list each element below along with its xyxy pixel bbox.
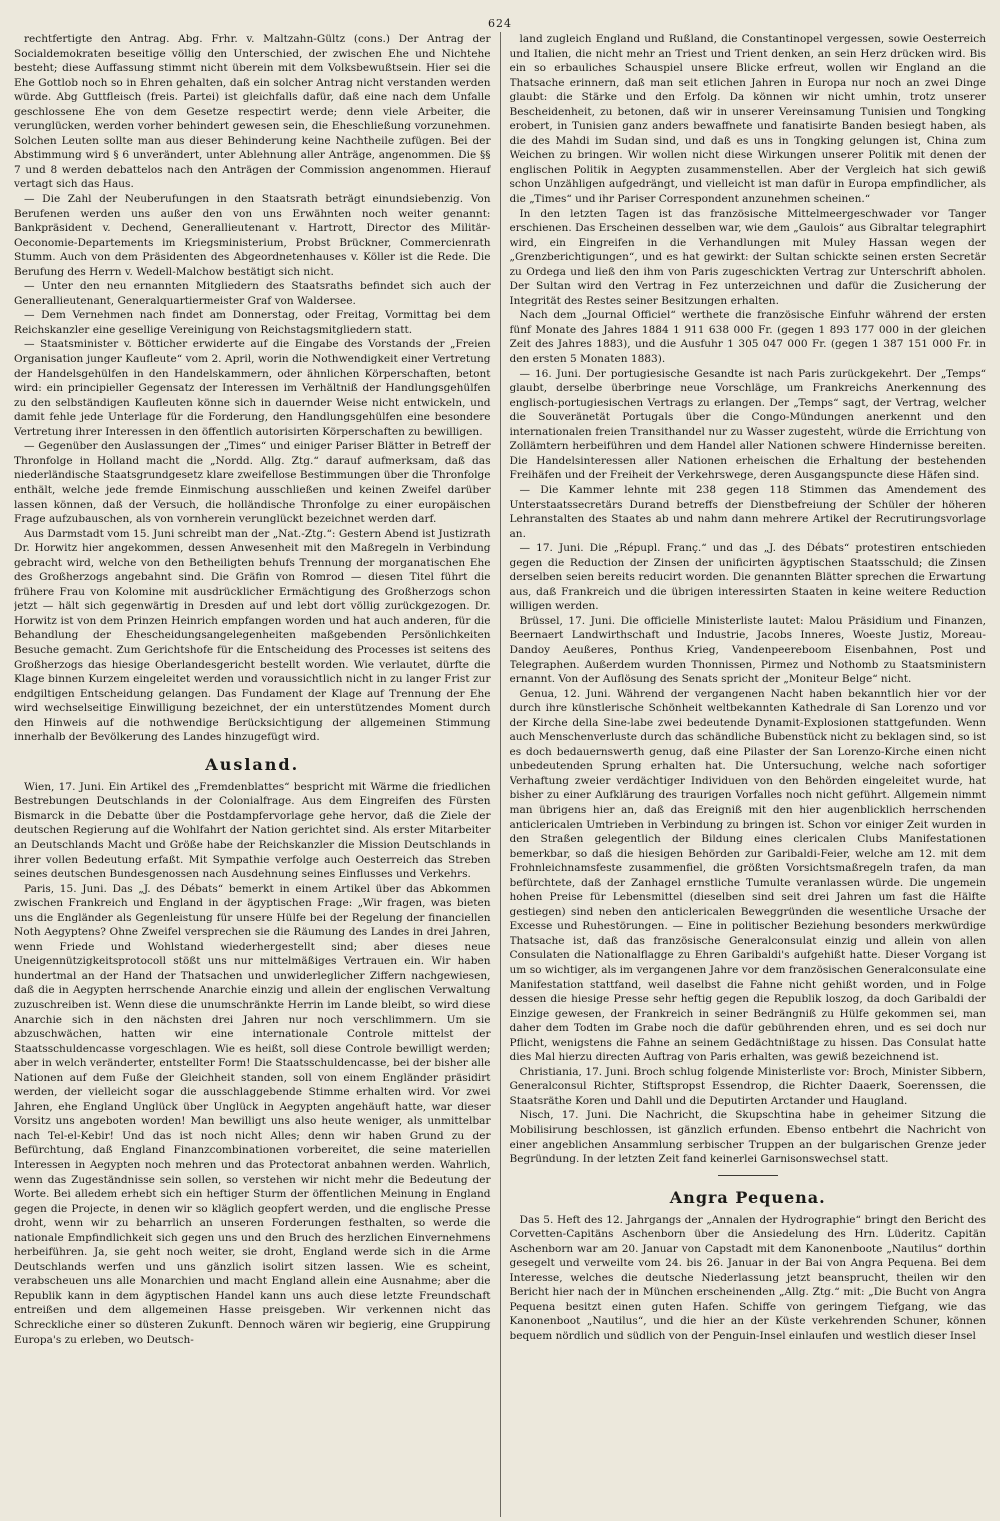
right-column-bottom-articles bbox=[510, 1213, 987, 1344]
columns bbox=[14, 32, 986, 1517]
article-paragraph: rechtfertigte den Antrag. Abg. Frhr. v. Maltzahn-Gültz (cons.) Der Antrag der Socialdemokraten beseitige völlig den Unterschied, der zwischen Ehe und Nichtehe besteht; diese Auffassung stimmt nicht überein mit dem Volksbewußtsein. Hier sei die Ehe Gottlob noch so in Ehren gehalten, daß ein solcher Antrag nicht verstanden werden würde. Abg Guttfleisch (freis. Partei) ist gleichfalls dafür, daß eine nach dem Unfalle geschlossene Ehe von dem Gesetze respectirt werde; denn viele Arbeiter, die verunglücken, werden vorher behindert gewesen sein, die Eheschließung vorzunehmen. Solchen Leuten sollte man aus dieser Behinderung keine Nachtheile zufügen. Bei der Abstimmung wird § 6 unverändert, unter Ablehnung aller Anträge, angenommen. Die §§ 7 und 8 werden debattelos nach den Anträgen der Commission angenommen. Hierauf vertagt sich das Haus. bbox=[14, 33, 491, 191]
article-paragraph: Brüssel, 17. Juni. Die officielle Ministerliste lautet: Malou Präsidium und Finanzen, Beernaert Landwirthschaft und Industrie, Jacobs Inneres, Woeste Justiz, Moreau-Dandoy Aeußeres, Ponthus Krieg, Vandenpeereboom Eisenbahnen, Post und Telegraphen. Außerdem wurden Thonnissen, Pirmez und Nothomb zu Staatsministern ernannt. Von der Auflösung des Senats spricht der „Moniteur Belge“ nicht. bbox=[509, 614, 986, 686]
article-paragraph: — Staatsminister v. Bötticher erwiderte auf die Eingabe des Vorstands der „Freien Organisation junger Kaufleute“ vom 2. April, worin die Nothwendigkeit einer Vertretung der Handelsgehülfen in den Handelskammern, oder ähnlichen Körperschaften, betont wird: ein principieller Gegensatz der Interessen im Verhältniß der Handlungsgehülfen zu den selbständigen Kaufleuten könne sich in dauernder Weise nicht entwickeln, und damit fehle jede Unterlage für die Forderung, den Handlungsgehülfen eine besondere Vertretung ihrer Interessen in den öffentlich autorisirten Körperschaften zu bewilligen. bbox=[14, 338, 491, 438]
article-paragraph: — Unter den neu ernannten Mitgliedern des Staatsraths befindet sich auch der Generallieutenant, Generalquartiermeister Graf von Waldersee. bbox=[14, 280, 491, 307]
left-column-top-articles bbox=[14, 32, 491, 745]
left-column-bottom-articles bbox=[14, 780, 491, 1347]
column-divider bbox=[500, 32, 501, 1517]
article-paragraph: Nach dem „Journal Officiel“ werthete die französische Einfuhr während der ersten fünf Monate des Jahres 1884 1 911 638 000 Fr. (gegen 1 893 177 000 in der gleichen Zeit des Jahres 1883), und die Ausfuhr 1 305 047 000 Fr. (gegen 1 387 151 000 Fr. in den ersten 5 Monaten 1883). bbox=[509, 309, 986, 366]
article-paragraph: — Die Zahl der Neuberufungen in den Staatsrath beträgt einundsiebenzig. Von Berufenen werden uns außer den von uns Erwähnten noch weiter genannt: Bankpräsident v. Dechend, Generallieutenant v. Hartrott, Director des Militär-Oeconomie-Departements im Kriegsministerium, Probst Brückner, Commercienrath Stumm. Auch von dem Präsidenten des Abgeordnetenhauses v. Köller ist die Rede. Die Berufung des Herrn v. Wedell-Malchow bestätigt sich nicht. bbox=[14, 193, 491, 278]
article-paragraph: Wien, 17. Juni. Ein Artikel des „Fremdenblattes“ bespricht mit Wärme die friedlichen Bestrebungen Deutschlands in der Colonialfrage. Aus dem Eingreifen des Fürsten Bismarck in die Debatte über die Postdampfervorlage gehe hervor, daß die Ziele der deutschen Regierung auf die Wohlfahrt der Nation gerichtet sind. Als erster Mitarbeiter an Deutschlands Macht und Größe habe der Reichskanzler die Mission Deutschlands in ihrer vollen Bedeutung erfaßt. Mit Sympathie verfolge auch Oesterreich das Streben seines deutschen Bundesgenossen nach Ausdehnung seines Einflusses und Verkehrs. bbox=[14, 780, 491, 881]
article-paragraph: — Gegenüber den Auslassungen der „Times“ und einiger Pariser Blätter in Betreff der Thronfolge in Holland macht die „Nordd. Allg. Ztg.“ darauf aufmerksam, daß das niederländische Staatsgrundgesetz klare zweifellose Bestimmungen über die Thronfolge enthält, welche jede fremde Einmischung ausschließen und keinen Zweifel darüber lassen können, daß der Versuch, die holländische Thronfolge zu einer europäischen Frage aufzubauschen, als von vornherein verunglückt bezeichnet werden darf. bbox=[14, 440, 491, 526]
article-paragraph: Christiania, 17. Juni. Broch schlug folgende Ministerliste vor: Broch, Minister Sibbern, Generalconsul Richter, Stiftspropst Essendrop, die Richter Daaerk, Soerenssen, die Staatsräthe Koren und Dahll und die Deputirten Arctander und Haugland. bbox=[509, 1065, 986, 1107]
left-column bbox=[14, 32, 491, 1517]
article-paragraph: — 17. Juni. Die „Répupl. Franç.“ und das „J. des Débats“ protestiren entschieden gegen die Reduction der Zinsen der unificirten ägyptischen Staatsschuld; die Zinsen derselben seien bereits reducirt worden. Die genannten Blätter sprechen die Erwartung aus, daß Frankreich und die übrigen interessirten Staaten in keine weitere Reduction willigen werden. bbox=[509, 542, 986, 613]
right-column bbox=[510, 32, 987, 1517]
article-paragraph: land zugleich England und Rußland, die Constantinopel vergessen, sowie Oesterreich und Italien, die nicht mehr an Triest und Trient denken, an sein Herz drücken wird. Bis ein so erbauliches Schauspiel unsere Blicke erfreut, wollen wir England an die Thatsache erinnern, daß man seit etlichen Jahren in Europa nur noch an zwei Dinge glaubt: die Stärke und den Erfolg. Da können wir nicht umhin, trotz unserer Bescheidenheit, zu betonen, daß wir in unserer Vereinsamung Tunisien und Tongking erobert, in Tunisien ganz anders bewaffnete und fanatisirte Banden besiegt haben, als die des Mahdi im Sudan sind, und daß es uns in Tongking gelungen ist, China zum Weichen zu bringen. Wir wollen nicht diese Wirkungen unserer Politik mit denen der englischen Politik in Aegypten zusammenstellen. Aber der Vergleich hat sich gewiß schon Unzähligen aufgedrängt, und vielleicht ist man dafür in Europa empfindlicher, als die „Times“ und ihr Pariser Correspondent anzunehmen scheinen.“ bbox=[509, 33, 986, 206]
section-heading-ausland: Ausland. bbox=[205, 754, 300, 774]
article-paragraph: — Dem Vernehmen nach findet am Donnerstag, oder Freitag, Vormittag bei dem Reichskanzler eine gesellige Vereinigung von Reichstagsmitgliedern statt. bbox=[14, 309, 491, 336]
right-column-top-articles bbox=[510, 32, 987, 1167]
section-heading-angra-pequena: Angra Pequena. bbox=[669, 1187, 826, 1207]
article-paragraph: Genua, 12. Juni. Während der vergangenen Nacht haben bekanntlich hier vor der durch ihre künstlerische Schönheit weltbekannten Kathedrale di San Lorenzo und vor der Kirche della Sine-labe zwei bedeutende Dynamit-Explosionen stattgefunden. Wenn auch Menschenverluste durch das schändliche Bubenstück nicht zu beklagen sind, so ist es doch bedauernswerth genug, daß eine Pilaster der San Lorenzo-Kirche einen nicht unbedeutenden Sprung erhalten hat. Die Untersuchung, welche nach sofortiger Verhaftung zweier verdächtiger Individuen von den Behörden eingeleitet wurde, hat bisher zu einer Aufklärung des traurigen Vorfalles noch nicht geführt. Allgemein nimmt man übrigens hier an, daß das Ereigniß mit den hier augenblicklich herrschenden anticlericalen Umtrieben in Verbindung zu bringen ist. Schon vor einiger Zeit wurden in den Straßen gelegentlich der Bildung eines clericalen Clubs Manifestationen bemerkbar, so daß die hiesigen Behörden zur Garibaldi-Feier, welche am 12. mit dem Frohnleichnamsfeste zusammenfiel, die größten Vorsichtsmaßregeln trafen, da man befürchtete, daß der Zanhagel ernstliche Tumulte veranlassen würde. Die ungemein hohen Preise für Lebensmittel (dieselben sind seit drei Jahren um fast die Hälfte gestiegen) sind neben den anticlericalen Beweggründen die wesentliche Ursache der Excesse und Ruhestörungen. — Eine in politischer Beziehung besonders merkwürdige Thatsache ist, daß das französische Generalconsulat einzig und allein von allen Consulaten die Nationalflagge zu Ehren Garibaldi's aufgehißt hatte. Dieser Vorgang ist um so wichtiger, als im vergangenen Jahre vor dem französischen Generalconsulate eine Manifestation stattfand, weil daselbst die Fahne nicht gehißt worden, und in Folge dessen die hiesige Presse sehr heftig gegen die Republik loszog, da doch Garibaldi der Einzige gewesen, der Frankreich in seiner Bedrängniß zu Hülfe gekommen sei, man daher dem Todten im Grabe noch die dafür gebührenden ehren, und es sei doch nur Pflicht, wenigstens die Fahne an seinem Gedächtnißtage zu hissen. Das Consulat hatte dies Mal hierzu directen Auftrag von Paris erhalten, was gewiß bezeichnend ist. bbox=[509, 687, 986, 1064]
article-paragraph: Das 5. Heft des 12. Jahrgangs der „Annalen der Hydrographie“ bringt den Bericht des Corvetten-Capitäns Aschenborn über die Ansiedelung des Hrn. Lüderitz. Capitän Aschenborn war am 20. Januar von Capstadt mit dem Kanonenboote „Nautilus“ dorthin gesegelt und verweilte vom 24. bis 26. Januar in der Bai von Angra Pequena. Bei dem Interesse, welches die deutsche Niederlassung jetzt beansprucht, theilen wir den Bericht hier nach der in München erscheinenden „Allg. Ztg.“ mit: „Die Bucht von Angra Pequena besitzt einen guten Hafen. Schiffe von geringem Tiefgang, wie das Kanonenboot „Nautilus“, und die hier an der Küste verkehrenden Schuner, können bequem nördlich und südlich von der Penguin-Insel einlaufen und westlich dieser Insel bbox=[509, 1213, 986, 1343]
article-paragraph: Paris, 15. Juni. Das „J. des Débats“ bemerkt in einem Artikel über das Abkommen zwischen Frankreich und England in der ägyptischen Frage: „Wir fragen, was bieten uns die Engländer als Gegenleistung für unsere Hülfe bei der Regelung der financiellen Noth Aegyptens? Ohne Zweifel versprechen sie die Räumung des Landes in drei Jahren, wenn Friede und Wohlstand wiederhergestellt sind; aber dieses neue Uneigennützigkeitsprotocoll stößt uns nur mittelmäßiges Vertrauen ein. Wir haben hundertmal an der Hand der Thatsachen und unwiderleglicher Ziffern nachgewiesen, daß die in Aegypten herrschende Anarchie einzig und allein der englischen Verwaltung zuzuschreiben ist. Wenn diese die unumschränkte Herrin im Lande bleibt, so wird diese Anarchie sich in den nächsten drei Jahren nur noch verschlimmern. Um sie abzuschwächen, hatten wir eine internationale Controle mittelst der Staatsschuldencasse vorgeschlagen. Wie es heißt, soll diese Controle bewilligt werden; aber in welch veränderter, entstellter Form! Die Staatsschuldencasse, bei der bisher alle Nationen auf dem Fuße der Gleichheit standen, soll von einem Engländer präsidirt werden, der vielleicht sogar die ausschlaggebende Stimme erhalten wird. Vor zwei Jahren, ehe England Unglück über Unglück in Aegypten angehäuft hatte, war dieser Vorsitz uns angeboten worden! Man bewilligt uns also heute weniger, als unmittelbar nach Tel-el-Kebir! Und das ist noch nicht Alles; denn wir haben Grund zu der Befürchtung, daß England Finanzcombinationen vorbereitet, die seine materiellen Interessen in Aegypten noch mehren und das Protectorat anbahnen werden. Wahrlich, wenn das Zugeständnisse sein sollen, so verstehen wir nicht mehr die Bedeutung der Worte. Bei alledem erhebt sich ein heftiger Sturm der öffentlichen Meinung in England gegen die Projecte, in denen wir so kläglich geopfert werden, und die englische Presse droht, wenn wir zu beharrlich an unseren Forderungen festhalten, so werde die nationale Empfindlichkeit sich gegen uns und den Bruch des herzlichen Einvernehmens herbeiführen. Ja, sie geht noch weiter, sie droht, England werde sich in die Arme Deutschlands werfen und uns gänzlich isolirt sitzen lassen. Wie es scheint, verabscheuen uns alle Monarchien und macht England allein eine Ausnahme; aber die Republik kann in dem ägyptischen Handel kann uns auch diese letzte Freundschaft entreißen und dem allgemeinen Hasse preisgeben. Wir verkennen nicht das Schreckliche einer so düsteren Zukunft. Dennoch wären wir begierig, eine Gruppirung Europa's zu erleben, wo Deutsch- bbox=[14, 882, 491, 1346]
article-paragraph: — 16. Juni. Der portugiesische Gesandte ist nach Paris zurückgekehrt. Der „Temps“ glaubt, derselbe überbringe neue Vorschläge, um Frankreichs Anerkennung des englisch-portugiesischen Vertrags zu erlangen. Der „Temps“ sagt, der Vertrag, welcher die Souveränetät Portugals über die Congo-Mündungen anerkennt und den internationalen freien Transithandel nur zu Wasser zugesteht, würde die Errichtung von Zollämtern herbeiführen und dem Handel aller Nationen schwere Hindernisse bereiten. Die Handelsinteressen aller Nationen erheischen die Erhaltung der bestehenden Freihäfen und der Freiheit der Verkehrswege, deren Ausgangspuncte diese Häfen sind. bbox=[509, 367, 986, 482]
article-paragraph: Nisch, 17. Juni. Die Nachricht, die Skupschtina habe in geheimer Sitzung die Mobilisirung beschlossen, ist gänzlich erfunden. Ebenso entbehrt die Nachricht von einer angeblichen Ansammlung serbischer Truppen an der bulgarischen Grenze jeder Begründung. In der letzten Zeit fand keinerlei Garnisonswechsel statt. bbox=[509, 1109, 986, 1166]
article-paragraph: In den letzten Tagen ist das französische Mittelmeergeschwader vor Tanger erschienen. Das Erscheinen desselben war, wie dem „Gaulois“ aus Gibraltar telegraphirt wird, ein Eingreifen in die Verhandlungen mit Muley Hassan wegen der „Grenzberichtigungen“, und es hat gewirkt: der Sultan schickte seinen ersten Secretär zu Ordega und ließ den ihm von Paris zugeschickten Vertrag zur Unterschrift abholen. Der Sultan wird den Vertrag in Fez unterzeichnen und dafür die Zusicherung der Integrität des Restes seiner Besitzungen erhalten. bbox=[509, 207, 986, 307]
article-paragraph: — Die Kammer lehnte mit 238 gegen 118 Stimmen das Amendement des Unterstaatssecretärs Durand betreffs der Dienstbefreiung der Schüler der höheren Lehranstalten des Staates ab und nahm dann mehrere Artikel der Recrutirungsvorlage an. bbox=[509, 483, 986, 540]
article-paragraph: Aus Darmstadt vom 15. Juni schreibt man der „Nat.-Ztg.“: Gestern Abend ist Justizrath Dr. Horwitz hier angekommen, dessen Anwesenheit mit den Maßregeln in Verbindung gebracht wird, welche von den Betheiligten behufs Trennung der morganatischen Ehe des Großherzogs angebahnt sind. Die Gräfin von Romrod — diesen Titel führt die frühere Frau von Kolomine mit ausdrücklicher Ermächtigung des Großherzogs schon jetzt — hält sich gegenwärtig in Dresden auf und lebt dort völlig zurückgezogen. Dr. Horwitz ist von dem Prinzen Heinrich empfangen worden und hat auch anderen, für die Behandlung der Ehescheidungsangelegenheiten maßgebenden Persönlichkeiten Besuche gemacht. Zum Gerichtshofe für die Entscheidung des Processes ist seitens des Großherzogs das hiesige Oberlandesgericht bestellt worden. Wie verlautet, dürfte die Klage binnen Kurzem eingeleitet werden und voraussichtlich nicht in zu langer Frist zur endgiltigen Entscheidung gelangen. Das Fundament der Klage auf Trennung der Ehe wird wechselseitige Einwilligung bezeichnet, der ein unterstützendes Moment durch den Hinweis auf die nothwendige Berücksichtigung der allgemeinen Stimmung innerhalb der Bevölkerung des Landes hinzugefügt wird. bbox=[14, 527, 491, 744]
page-number: 624 bbox=[488, 17, 512, 30]
section-divider bbox=[718, 1175, 778, 1176]
